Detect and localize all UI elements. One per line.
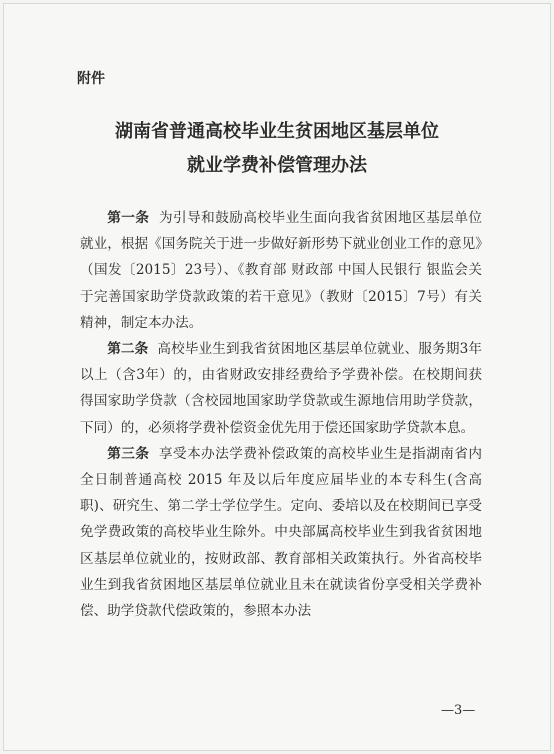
document-title-line-2: 就业学费补偿管理办法 (187, 155, 367, 176)
document-title-line-1: 湖南省普通高校毕业生贫困地区基层单位 (115, 121, 439, 142)
article-heading: 第三条 (107, 445, 150, 462)
document-body (80, 205, 482, 624)
article-text: 高校毕业生到我省贫困地区基层单位就业、服务期3年以上（含3年）的，由省财政安排经费给予学费补偿。在校期间获得国家助学贷款（含校园地国家助学贷款或生源地信用助学贷款，下同）的，必须将学费补偿资金优先用于偿还国家助学贷款本息。 (80, 341, 482, 436)
paragraph-article-3 (80, 441, 482, 624)
attachment-label: 附件 (77, 71, 105, 87)
page-number: —3— (441, 703, 476, 718)
paragraph-article-1 (80, 205, 482, 336)
paragraph-article-2 (80, 336, 482, 441)
article-heading: 第一条 (107, 210, 150, 226)
article-text: 享受本办法学费补偿政策的高校毕业生是指湖南省内全日制普通高校 2015 年及以后年度应届毕业的本专科生(含高职)、研究生、第二学士学位学生。定向、委培以及在校期间已享受免学费政策的高校毕业生除外。中央部属高校毕业生到我省贫困地区基层单位就业的，按财政部、教育部相关政策执行。外省高校毕业生到我省贫困地区基层单位就业且未在就读省份享受相关学费补偿、助学贷款代偿政策的，参照本办法 (80, 445, 483, 620)
article-text: 为引导和鼓励高校毕业生面向我省贫困地区基层单位就业，根据《国务院关于进一步做好新形势下就业创业工作的意见》（国发〔2015〕23号）、《教育部 财政部 中国人民银行 银监会关于完善国家助学贷款政策的若干意见》（教财〔2015〕7号）有关精神，制定本办法。 (80, 210, 483, 331)
article-heading: 第二条 (107, 341, 149, 358)
